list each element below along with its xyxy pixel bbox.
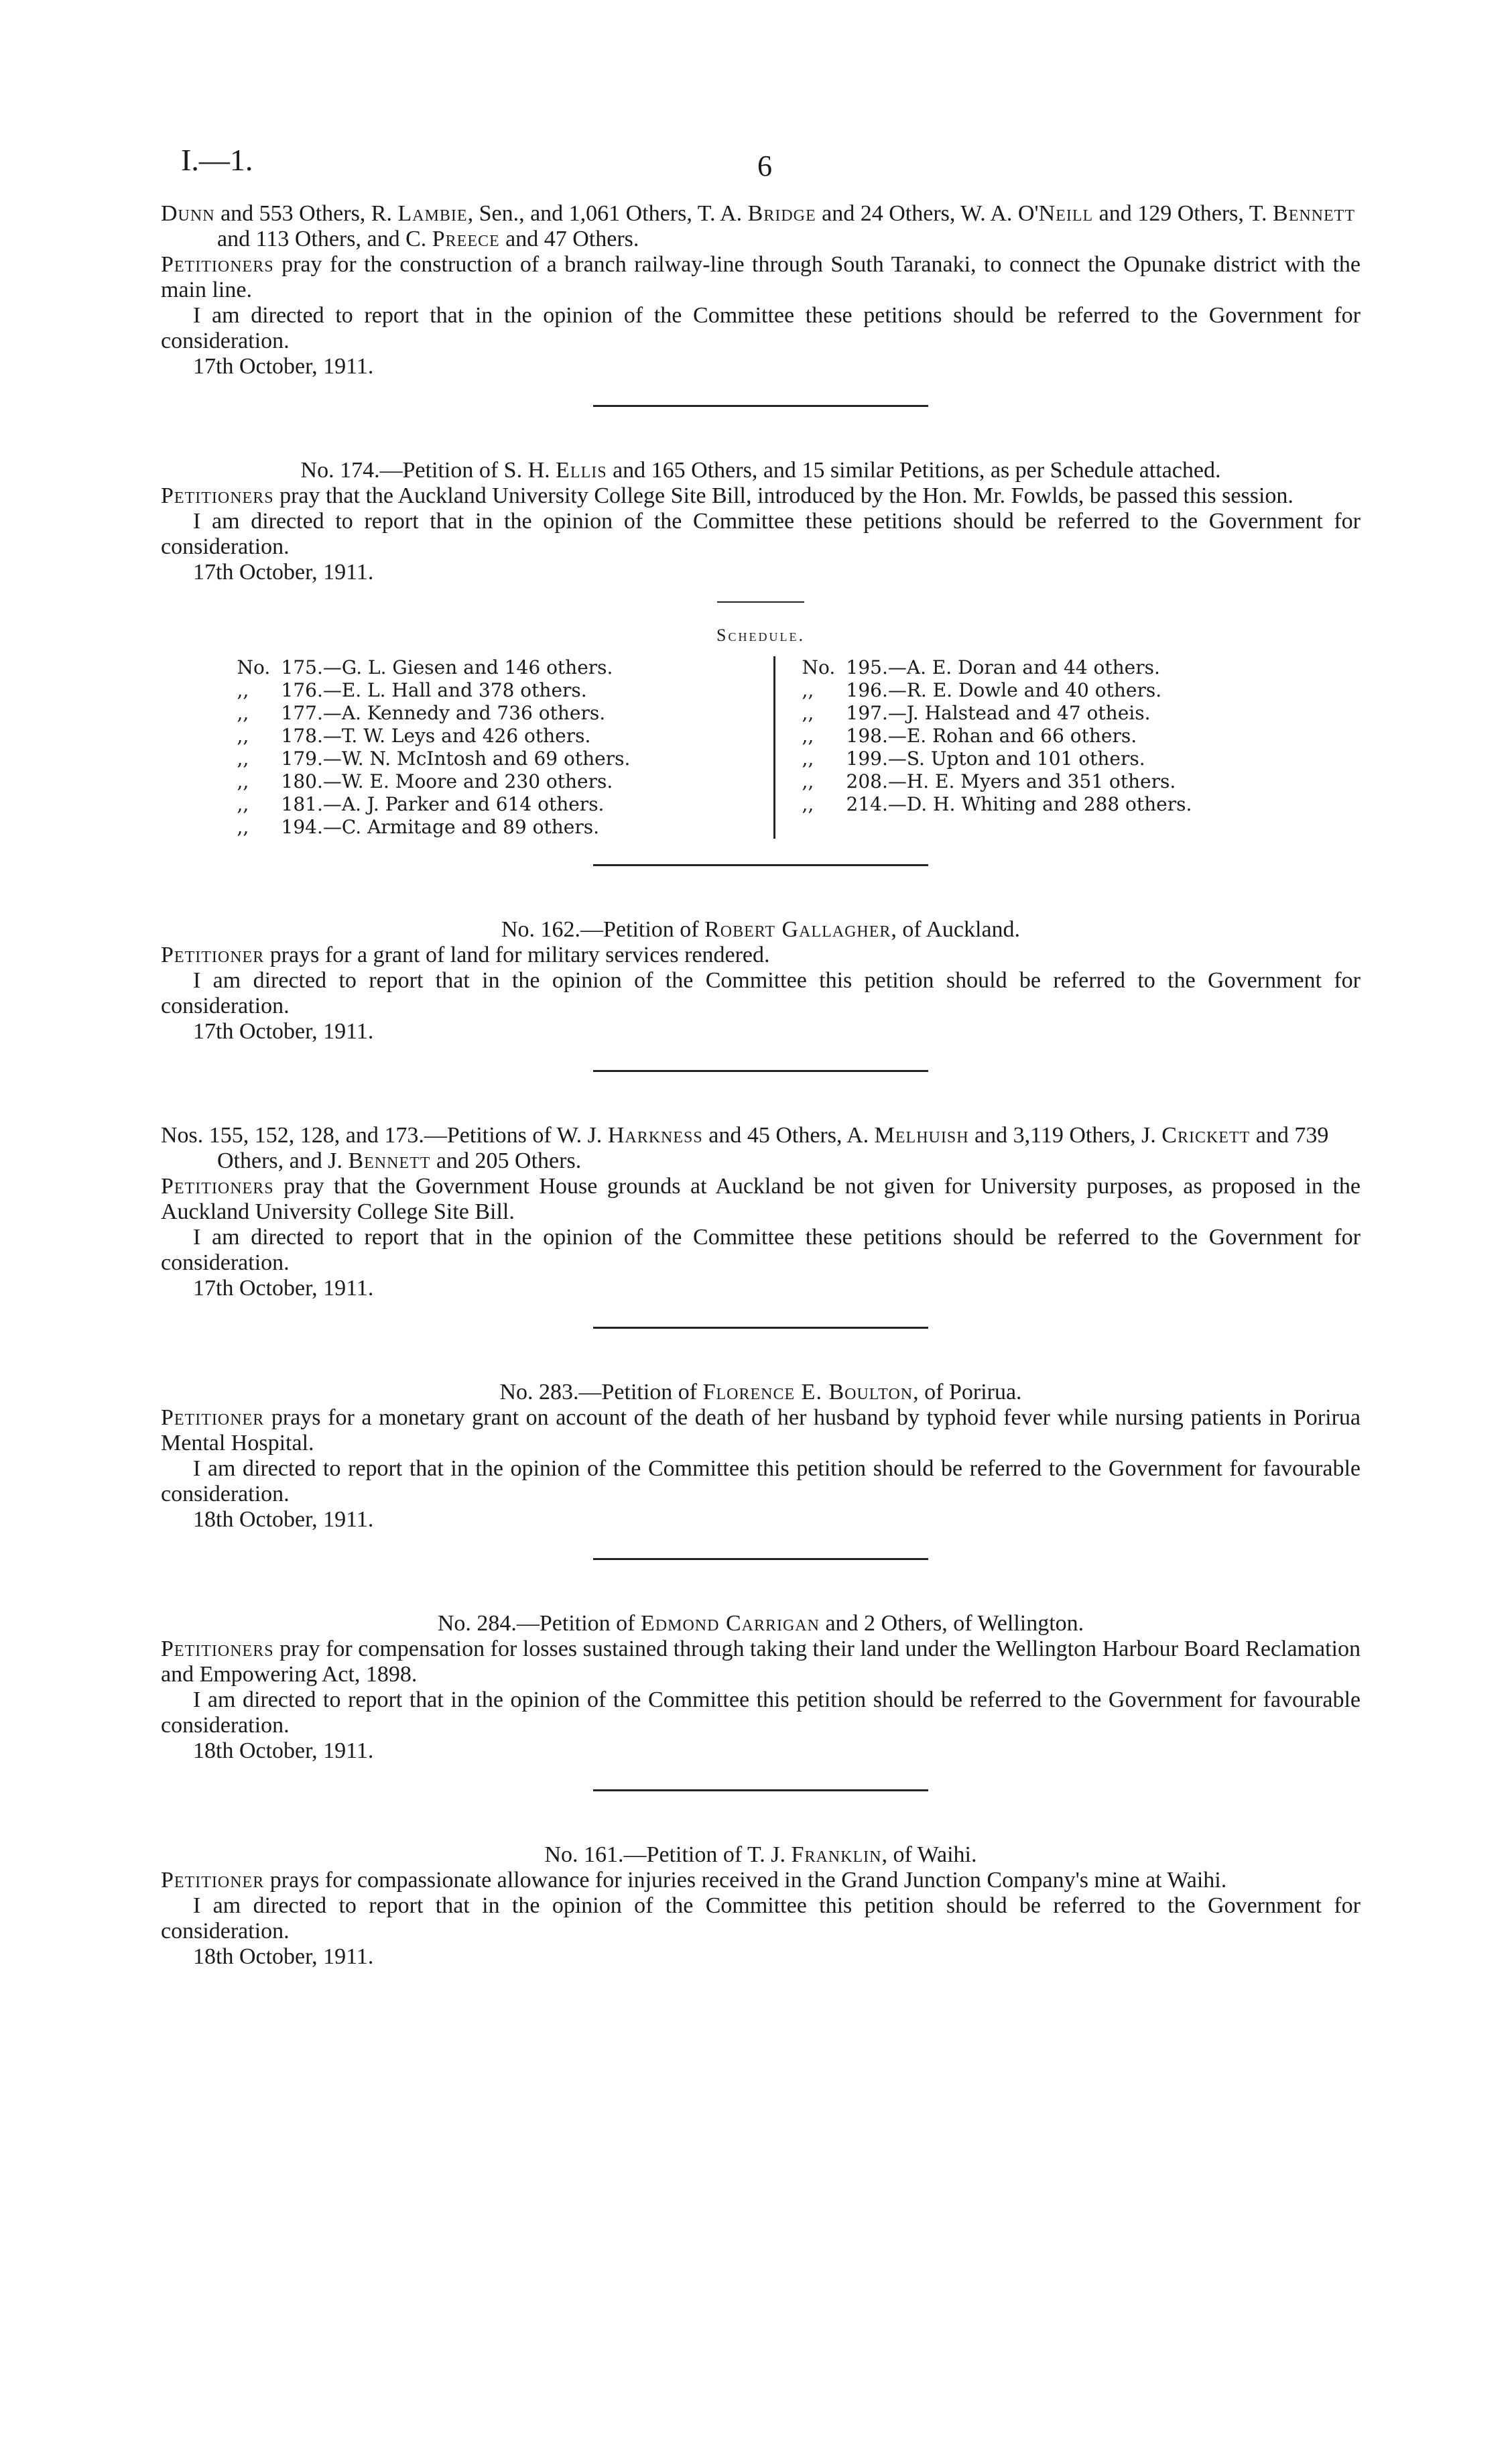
petition-entry [161, 1842, 1361, 1970]
schedule-row [237, 816, 720, 839]
schedule-row-text: 179.—W. N. McIntosh and 69 others. [281, 748, 631, 770]
committee-report: I am directed to report that in the opinion of the Committee these petitions should be referred to the Government for consideration. [161, 1225, 1361, 1275]
schedule-row-text: 176.—E. L. Hall and 378 others. [281, 679, 587, 701]
schedule-row-text: 175.—G. L. Giesen and 146 others. [281, 656, 613, 678]
schedule-row-prefix: ,, [802, 770, 814, 792]
schedule-row [802, 748, 1285, 770]
heading-text: , Sen., and 1,061 Others, T. A. [467, 201, 748, 226]
petitioner-lead: Petitioners [161, 1636, 274, 1661]
short-divider [717, 601, 804, 603]
petitioner-name: Neill [1038, 201, 1094, 226]
heading-text: and 2 Others, of Wellington. [819, 1611, 1084, 1636]
schedule-row-text: 197.—J. Halstead and 47 otheis. [846, 702, 1151, 724]
petition-prayer [161, 1174, 1361, 1225]
petitions-report [161, 201, 1361, 1970]
schedule-row-text: 194.—C. Armitage and 89 others. [281, 816, 599, 838]
schedule-row-prefix: ,, [237, 770, 249, 792]
schedule-row [237, 725, 720, 748]
petition-entry [161, 458, 1361, 585]
committee-report: I am directed to report that in the opinion of the Committee this petition should be referred to the Government for favourable consideration. [161, 1456, 1361, 1506]
heading-text: No. 284.—Petition of [437, 1611, 641, 1636]
petition-heading [161, 1842, 1361, 1868]
heading-text: , of Auckland. [891, 917, 1021, 942]
heading-text: No. 283.—Petition of [499, 1380, 703, 1405]
petition-entry [161, 1380, 1361, 1533]
schedule-row [237, 702, 720, 725]
petitioner-lead: Petitioner [161, 1405, 265, 1430]
petitioner-name: Florence E. Boulton [702, 1380, 914, 1405]
report-date: 18th October, 1911. [193, 1944, 374, 1969]
petitioner-name: Robert Gallagher [704, 917, 891, 942]
schedule-column-right [802, 656, 1285, 839]
heading-text: and 3,119 Others, J. [968, 1123, 1162, 1148]
schedule-row-text: 198.—E. Rohan and 66 others. [846, 725, 1137, 747]
schedule-row-text: 177.—A. Kennedy and 736 others. [281, 702, 606, 724]
schedule-row [802, 770, 1285, 793]
section-divider [593, 1070, 928, 1072]
heading-text: and 165 Others, and 15 similar Petitions, as per Schedule attached. [607, 458, 1221, 483]
schedule-row-prefix: ,, [802, 748, 814, 770]
petitioner-name: Edmond Carrigan [641, 1611, 820, 1636]
schedule-row-text: 178.—T. W. Leys and 426 others. [281, 725, 591, 747]
schedule-row [237, 748, 720, 770]
petition-heading [161, 917, 1361, 943]
heading-text: No. 161.—Petition of T. J. [544, 1842, 792, 1867]
petitions-list [161, 917, 1361, 1970]
report-date: 18th October, 1911. [193, 1507, 374, 1532]
schedule-row [802, 793, 1285, 816]
schedule-column-left [237, 656, 747, 839]
petition-heading [161, 1380, 1361, 1405]
petitioner-name: Melhuish [874, 1123, 969, 1148]
schedule-row-prefix: ,, [802, 679, 814, 701]
page-header [181, 142, 1381, 189]
petition-heading [161, 201, 1361, 252]
heading-text: and 205 Others. [430, 1148, 582, 1173]
schedule-row-prefix: ,, [237, 725, 249, 747]
petitioner-name: Preece [432, 227, 500, 251]
heading-text: No. 162.—Petition of [501, 917, 705, 942]
schedule-row-prefix: ,, [237, 702, 249, 724]
petition-entry [161, 1611, 1361, 1764]
petitioner-name: Crickett [1161, 1123, 1251, 1148]
schedule-row-prefix: ,, [802, 725, 814, 747]
petition-prayer [161, 252, 1361, 303]
schedule-column-divider [773, 656, 775, 839]
petitioner-name: Franklin [791, 1842, 882, 1867]
prayer-text: pray for compensation for losses sustained through taking their land under the Wellington Harbour Board Reclamation and Empowering Act, 1898. [161, 1636, 1361, 1687]
schedule-row-text: 181.—A. J. Parker and 614 others. [281, 793, 605, 815]
petitioner-name: Dunn [161, 201, 215, 226]
petitioner-name: Lambie [397, 201, 468, 226]
section-divider [593, 864, 928, 866]
heading-text: , of Porirua. [913, 1380, 1022, 1405]
petition-heading [161, 1123, 1361, 1174]
schedule-row [802, 725, 1285, 748]
committee-report: I am directed to report that in the opinion of the Committee this petition should be referred to the Government for consideration. [161, 1893, 1361, 1944]
petition-prayer [161, 1636, 1361, 1687]
prayer-text: prays for compassionate allowance for injuries received in the Grand Junction Company's mine at Waihi. [264, 1868, 1227, 1893]
report-date: 17th October, 1911. [193, 354, 374, 379]
petitioner-lead: Petitioner [161, 1868, 265, 1893]
section-divider [593, 1327, 928, 1329]
schedule-row-text: 196.—R. E. Dowle and 40 others. [846, 679, 1162, 701]
petitioner-name: Bridge [747, 201, 816, 226]
petition-prayer [161, 1868, 1361, 1893]
heading-text: and 739 Others, and J. [217, 1123, 1329, 1173]
heading-text: and 24 Others, W. A. O' [816, 201, 1039, 226]
prayer-text: pray that the Auckland University College Site Bill, introduced by the Hon. Mr. Fowlds, be passed this session. [273, 483, 1294, 508]
schedule-row [802, 656, 1285, 679]
petitioner-name: Harkness [607, 1123, 703, 1148]
heading-text: and 45 Others, A. [702, 1123, 875, 1148]
petition-heading [161, 1611, 1361, 1636]
schedule-row-prefix: ,, [237, 793, 249, 815]
report-date: 17th October, 1911. [193, 560, 374, 585]
schedule-row-prefix: ,, [237, 679, 249, 701]
petitioner-lead: Petitioners [161, 483, 274, 508]
petition-prayer [161, 483, 1361, 509]
petition-entry [161, 1123, 1361, 1301]
schedule-row-text: 208.—H. E. Myers and 351 others. [846, 770, 1176, 792]
schedule-row [237, 679, 720, 702]
heading-text: and 113 Others, and C. [217, 227, 432, 251]
prayer-text: pray for the construction of a branch railway-line through South Taranaki, to connect the Opunake district with the main line. [161, 252, 1361, 302]
schedule-title: Schedule. [716, 625, 805, 645]
schedule-row-prefix: No. [802, 656, 836, 678]
petition-prayer [161, 1405, 1361, 1456]
section-divider [593, 405, 928, 407]
prayer-text: prays for a monetary grant on account of the death of her husband by typhoid fever while nursing patients in Porirua Mental Hospital. [161, 1405, 1361, 1455]
prayer-text: prays for a grant of land for military services rendered. [264, 943, 770, 967]
petitioner-name: Bennett [348, 1148, 431, 1173]
section-divider [593, 1789, 928, 1791]
petition-entry [161, 201, 1361, 379]
schedule [161, 623, 1361, 839]
schedule-row [237, 656, 720, 679]
report-date: 17th October, 1911. [193, 1276, 374, 1301]
section-divider [593, 1558, 928, 1560]
page-number: 6 [757, 150, 772, 182]
schedule-row-prefix: No. [237, 656, 271, 678]
petition-heading [161, 458, 1361, 483]
report-date: 17th October, 1911. [193, 1019, 374, 1044]
schedule-row-prefix: ,, [802, 793, 814, 815]
petitioner-lead: Petitioners [161, 1174, 274, 1199]
committee-report: I am directed to report that in the opinion of the Committee these petitions should be referred to the Government for consideration. [161, 509, 1361, 559]
schedule-table [161, 656, 1361, 839]
schedule-row [237, 770, 720, 793]
schedule-row-prefix: ,, [237, 748, 249, 770]
petition-entry [161, 917, 1361, 1045]
petitioner-lead: Petitioners [161, 252, 274, 277]
committee-report: I am directed to report that in the opinion of the Committee this petition should be referred to the Government for favourable consideration. [161, 1687, 1361, 1738]
heading-text: No. 174.—Petition of S. H. [300, 458, 556, 483]
schedule-row [237, 793, 720, 816]
heading-text: Nos. 155, 152, 128, and 173.—Petitions of W. J. [161, 1123, 608, 1148]
petitioner-lead: Petitioner [161, 943, 265, 967]
schedule-row-text: 199.—S. Upton and 101 others. [846, 748, 1145, 770]
petitioner-name: Ellis [556, 458, 607, 483]
schedule-row-prefix: ,, [237, 816, 249, 838]
schedule-row-text: 214.—D. H. Whiting and 288 others. [846, 793, 1192, 815]
prayer-text: pray that the Government House grounds at Auckland be not given for University purposes, as proposed in the Auckland University College Site Bill. [161, 1174, 1361, 1224]
schedule-row-text: 180.—W. E. Moore and 230 others. [281, 770, 613, 792]
heading-text: and 129 Others, T. [1093, 201, 1273, 226]
schedule-row-prefix: ,, [802, 702, 814, 724]
petition-prayer [161, 943, 1361, 968]
committee-report: I am directed to report that in the opinion of the Committee this petition should be referred to the Government for consideration. [161, 968, 1361, 1018]
schedule-row-text: 195.—A. E. Doran and 44 others. [846, 656, 1160, 678]
petitioner-name: Bennett [1273, 201, 1355, 226]
report-date: 18th October, 1911. [193, 1738, 374, 1763]
heading-text: and 553 Others, R. [214, 201, 398, 226]
committee-report: I am directed to report that in the opinion of the Committee these petitions should be referred to the Government for consideration. [161, 303, 1361, 353]
heading-text: and 47 Others. [499, 227, 639, 251]
heading-text: , of Waihi. [881, 1842, 977, 1867]
schedule-row [802, 679, 1285, 702]
schedule-row [802, 702, 1285, 725]
parliamentary-paper-reference: I.—1. [181, 143, 253, 177]
